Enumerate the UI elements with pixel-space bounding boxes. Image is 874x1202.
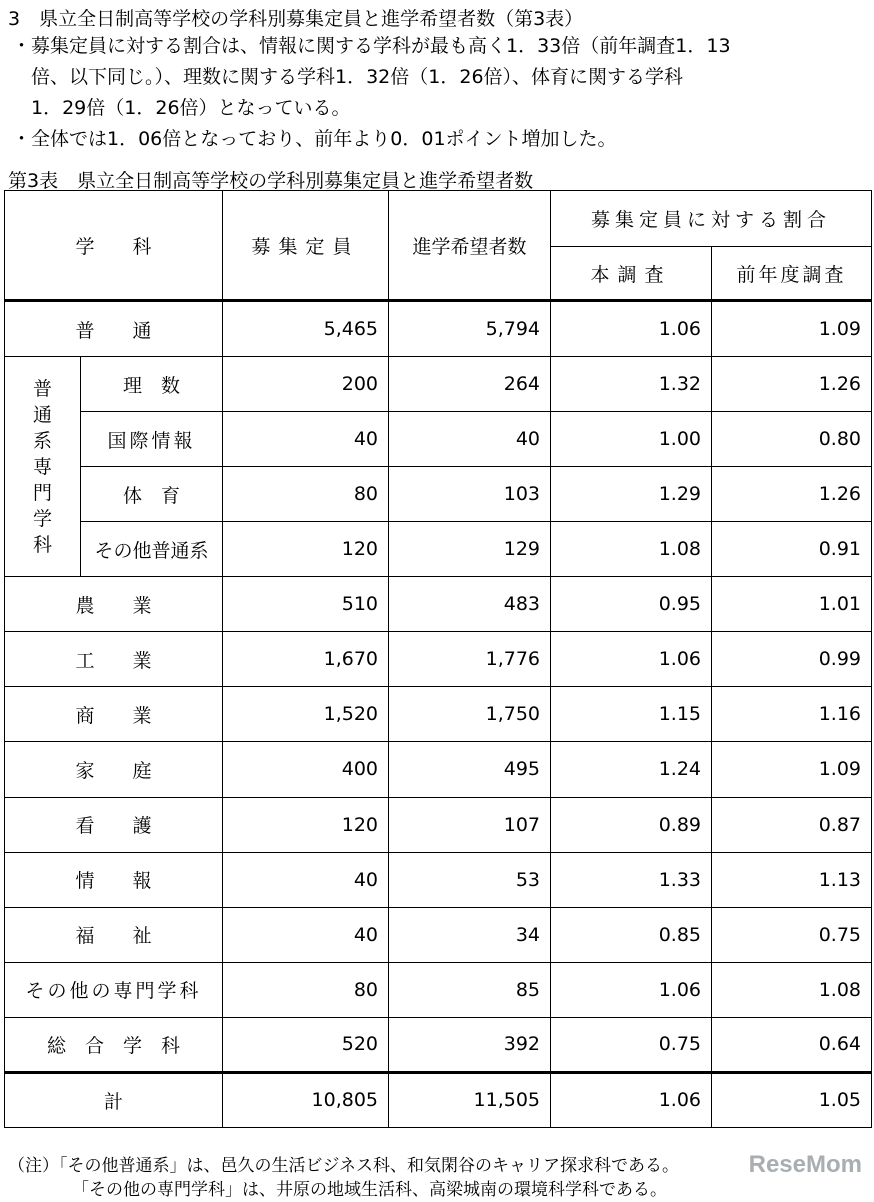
row-name: 商 業	[5, 687, 223, 742]
row-name: 農 業	[5, 577, 223, 632]
total-name: 計	[5, 1072, 223, 1127]
row-capacity: 80	[223, 962, 389, 1017]
row-capacity: 40	[223, 852, 389, 907]
row-capacity: 510	[223, 577, 389, 632]
row-prev: 1.09	[712, 301, 872, 357]
row-name: 普 通	[5, 301, 223, 357]
row-capacity: 200	[223, 357, 389, 412]
total-applicants: 11,505	[389, 1072, 551, 1127]
group-label-char: 普	[32, 377, 52, 400]
row-capacity: 40	[223, 412, 389, 467]
row-applicants: 107	[389, 797, 551, 852]
row-ratio: 0.85	[551, 907, 712, 962]
row-prev: 0.99	[712, 632, 872, 687]
table-row	[5, 632, 872, 687]
row-applicants: 483	[389, 577, 551, 632]
row-prev: 1.26	[712, 467, 872, 522]
row-applicants: 1,776	[389, 632, 551, 687]
row-applicants: 34	[389, 907, 551, 962]
table-row	[5, 687, 872, 742]
row-ratio: 1.33	[551, 852, 712, 907]
table-row	[5, 797, 872, 852]
table-row	[5, 852, 872, 907]
row-name: 工 業	[5, 632, 223, 687]
header-capacity: 募集定員	[223, 191, 389, 301]
row-name: 看 護	[5, 797, 223, 852]
section-heading: 3 県立全日制高等学校の学科別募集定員と進学希望者数（第3表）	[8, 8, 584, 30]
row-applicants: 5,794	[389, 301, 551, 357]
row-prev: 0.75	[712, 907, 872, 962]
row-ratio: 1.08	[551, 522, 712, 577]
bullet-line: ・募集定員に対する割合は、情報に関する学科が最も高く1．33倍（前年調査1．13	[12, 35, 731, 57]
capacity-table	[4, 190, 872, 1128]
row-applicants: 103	[389, 467, 551, 522]
table-row	[5, 412, 872, 467]
row-prev: 1.09	[712, 742, 872, 797]
row-prev: 1.01	[712, 577, 872, 632]
row-ratio: 1.15	[551, 687, 712, 742]
header-applicants: 進学希望者数	[389, 191, 551, 301]
row-applicants: 264	[389, 357, 551, 412]
bullet-line: ・全体では1．06倍となっており、前年より0．01ポイント増加した。	[12, 128, 617, 150]
table-row	[5, 577, 872, 632]
group-label-char: 系	[32, 429, 52, 452]
row-prev: 0.80	[712, 412, 872, 467]
row-ratio: 0.89	[551, 797, 712, 852]
row-applicants: 40	[389, 412, 551, 467]
row-capacity: 120	[223, 797, 389, 852]
row-name: 体 育	[81, 467, 223, 522]
bullet-line: 倍、以下同じ。）、理数に関する学科1．32倍（1．26倍）、体育に関する学科	[12, 66, 684, 88]
row-ratio: 1.24	[551, 742, 712, 797]
row-ratio: 1.06	[551, 962, 712, 1017]
row-capacity: 520	[223, 1017, 389, 1072]
row-ratio: 1.29	[551, 467, 712, 522]
row-applicants: 1,750	[389, 687, 551, 742]
row-ratio: 1.06	[551, 632, 712, 687]
row-name: 理 数	[81, 357, 223, 412]
row-capacity: 5,465	[223, 301, 389, 357]
row-prev: 0.87	[712, 797, 872, 852]
row-prev: 1.16	[712, 687, 872, 742]
group-label-char: 通	[32, 403, 52, 426]
note-line: 「その他の専門学科」は、井原の地域生活科、高梁城南の環境科学科である。	[72, 1180, 667, 1200]
row-name: 福 祉	[5, 907, 223, 962]
header-ratio: 募集定員に対する割合	[551, 191, 872, 247]
header-this-survey: 本調査	[551, 247, 712, 301]
watermark-logo: ReseMom	[748, 1151, 862, 1178]
group-label-char: 学	[32, 507, 52, 530]
row-name: 家 庭	[5, 742, 223, 797]
table-row	[5, 1017, 872, 1072]
row-applicants: 85	[389, 962, 551, 1017]
table-row	[5, 467, 872, 522]
table-caption: 第3表 県立全日制高等学校の学科別募集定員と進学希望者数	[8, 170, 534, 192]
row-applicants: 53	[389, 852, 551, 907]
row-capacity: 1,670	[223, 632, 389, 687]
group-label-char: 科	[32, 533, 52, 556]
row-capacity: 1,520	[223, 687, 389, 742]
row-applicants: 129	[389, 522, 551, 577]
row-prev: 0.64	[712, 1017, 872, 1072]
table-row	[5, 962, 872, 1017]
row-ratio: 0.95	[551, 577, 712, 632]
row-name: その他の専門学科	[5, 962, 223, 1017]
table-row	[5, 907, 872, 962]
table-row	[5, 357, 872, 412]
table-row	[5, 522, 872, 577]
row-ratio: 1.06	[551, 301, 712, 357]
table-row	[5, 301, 872, 357]
header-prev-survey: 前年度調査	[712, 247, 872, 301]
row-applicants: 392	[389, 1017, 551, 1072]
row-ratio: 1.32	[551, 357, 712, 412]
row-capacity: 40	[223, 907, 389, 962]
row-ratio: 1.00	[551, 412, 712, 467]
row-capacity: 120	[223, 522, 389, 577]
row-name: 情 報	[5, 852, 223, 907]
total-capacity: 10,805	[223, 1072, 389, 1127]
total-prev: 1.05	[712, 1072, 872, 1127]
row-prev: 0.91	[712, 522, 872, 577]
summary-bullets	[12, 31, 731, 155]
footnotes	[8, 1154, 679, 1202]
row-capacity: 400	[223, 742, 389, 797]
row-ratio: 0.75	[551, 1017, 712, 1072]
note-line: （注）「その他普通系」は、邑久の生活ビジネス科、和気閑谷のキャリア探求科である。	[8, 1156, 679, 1176]
row-capacity: 80	[223, 467, 389, 522]
group-label-char: 専	[32, 455, 52, 478]
table-row	[5, 742, 872, 797]
row-prev: 1.13	[712, 852, 872, 907]
row-name: 総 合 学 科	[5, 1017, 223, 1072]
group-label-char: 門	[32, 481, 52, 504]
header-row	[5, 191, 872, 247]
row-applicants: 495	[389, 742, 551, 797]
row-prev: 1.26	[712, 357, 872, 412]
total-row	[5, 1072, 872, 1127]
row-name: 国際情報	[81, 412, 223, 467]
total-ratio: 1.06	[551, 1072, 712, 1127]
bullet-line: 1．29倍（1．26倍）となっている。	[12, 97, 351, 119]
group-label	[5, 357, 81, 577]
header-subject: 学 科	[5, 191, 223, 301]
row-prev: 1.08	[712, 962, 872, 1017]
row-name: その他普通系	[81, 522, 223, 577]
